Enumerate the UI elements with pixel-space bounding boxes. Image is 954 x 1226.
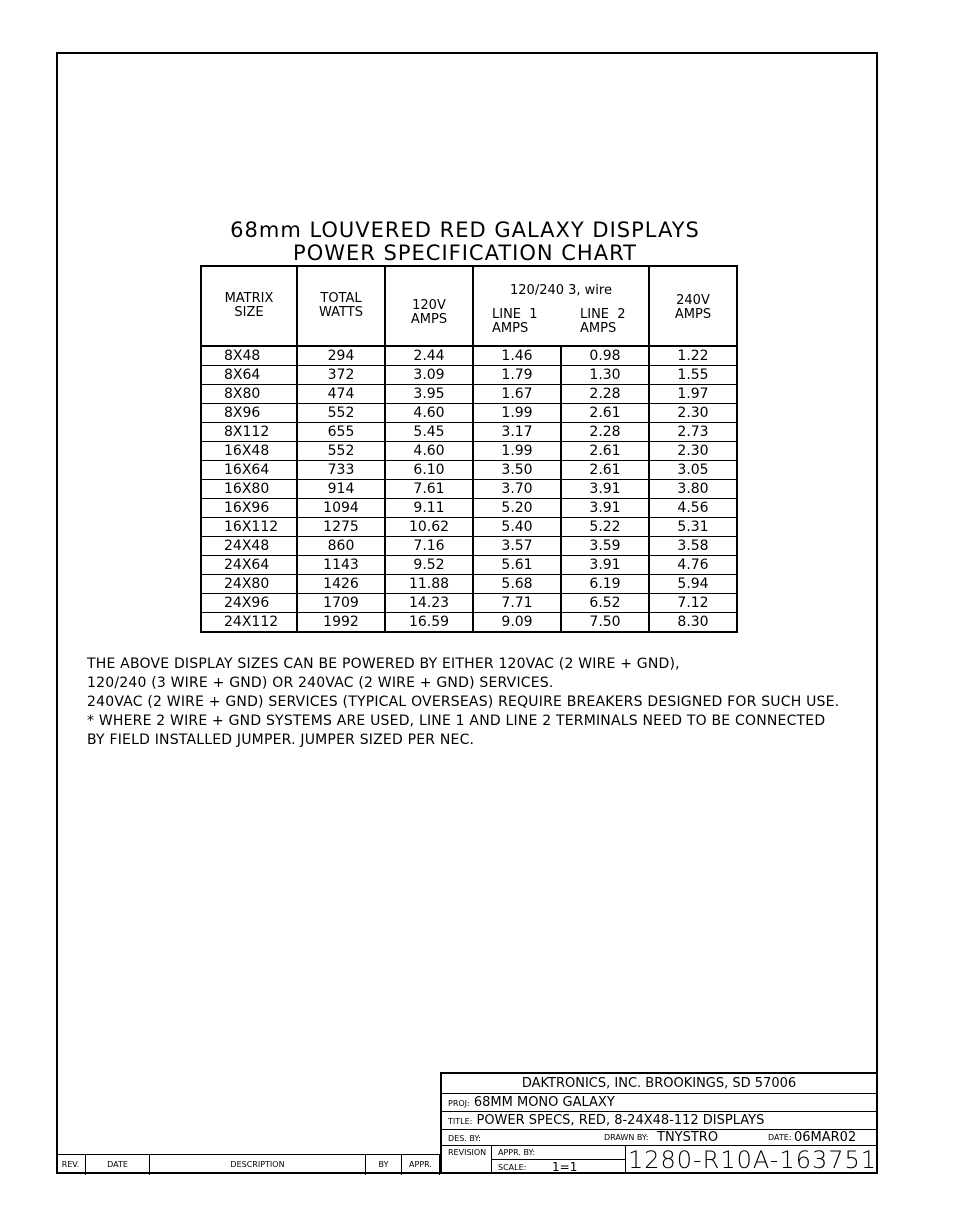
project-row <box>442 1094 876 1112</box>
table-cell: 8X64 <box>201 366 297 385</box>
table-cell: 8X96 <box>201 404 297 423</box>
table-row <box>201 404 737 423</box>
table-cell: 2.61 <box>561 442 649 461</box>
table-cell: 2.30 <box>649 404 737 423</box>
table-row <box>201 594 737 613</box>
table-cell: 16X80 <box>201 480 297 499</box>
header-120-240-3wire: 120/240 3, wire <box>510 283 612 298</box>
table-cell: 11.88 <box>385 575 473 594</box>
table-cell: 16X112 <box>201 518 297 537</box>
header-line1-amps: LINE 1 AMPS <box>492 307 538 336</box>
table-cell: 2.73 <box>649 423 737 442</box>
table-cell: 474 <box>297 385 385 404</box>
table-row <box>201 366 737 385</box>
note-line: * WHERE 2 WIRE + GND SYSTEMS ARE USED, LINE 1 AND LINE 2 TERMINALS NEED TO BE CONNECTED <box>87 713 826 729</box>
table-cell: 8X80 <box>201 385 297 404</box>
table-cell: 5.31 <box>649 518 737 537</box>
table-cell: 16.59 <box>385 613 473 633</box>
scale-row <box>492 1159 625 1173</box>
rev-column-header: REV. <box>56 1155 86 1175</box>
header-total-watts: TOTAL WATTS <box>297 266 385 346</box>
table-cell: 1.99 <box>473 442 561 461</box>
table-cell: 24X64 <box>201 556 297 575</box>
table-cell: 5.40 <box>473 518 561 537</box>
table-cell: 2.44 <box>385 346 473 366</box>
table-cell: 1.22 <box>649 346 737 366</box>
table-cell: 7.16 <box>385 537 473 556</box>
table-row <box>201 385 737 404</box>
table-cell: 6.19 <box>561 575 649 594</box>
table-cell: 9.09 <box>473 613 561 633</box>
table-cell: 3.17 <box>473 423 561 442</box>
table-cell: 10.62 <box>385 518 473 537</box>
table-row <box>201 499 737 518</box>
designer-row <box>442 1130 876 1146</box>
table-cell: 3.91 <box>561 480 649 499</box>
table-cell: 4.76 <box>649 556 737 575</box>
table-cell: 4.56 <box>649 499 737 518</box>
table-cell: 24X112 <box>201 613 297 633</box>
table-cell: 3.50 <box>473 461 561 480</box>
table-cell: 8X112 <box>201 423 297 442</box>
table-cell: 4.60 <box>385 404 473 423</box>
table-cell: 7.61 <box>385 480 473 499</box>
table-cell: 5.68 <box>473 575 561 594</box>
drawing-date: 06MAR02 <box>794 1130 857 1145</box>
appr-label: APPR. BY: <box>498 1148 536 1157</box>
table-row <box>201 346 737 366</box>
drawing-number: 1280-R10A-163751 <box>625 1146 879 1172</box>
note-line: 120/240 (3 WIRE + GND) OR 240VAC (2 WIRE + GND) SERVICES. <box>87 675 554 691</box>
table-cell: 16X48 <box>201 442 297 461</box>
table-cell: 3.58 <box>649 537 737 556</box>
power-spec-table <box>200 265 738 633</box>
table-cell: 1992 <box>297 613 385 633</box>
table-cell: 3.91 <box>561 499 649 518</box>
note-line: BY FIELD INSTALLED JUMPER. JUMPER SIZED PER NEC. <box>87 732 475 748</box>
table-cell: 860 <box>297 537 385 556</box>
company-line: DAKTRONICS, INC. BROOKINGS, SD 57006 <box>442 1074 876 1094</box>
table-cell: 14.23 <box>385 594 473 613</box>
scale-value: 1=1 <box>552 1160 578 1174</box>
table-cell: 3.80 <box>649 480 737 499</box>
table-row <box>201 442 737 461</box>
header-120-240-group <box>473 266 649 346</box>
header-240v-amps: 240V AMPS <box>649 266 737 346</box>
table-cell: 5.61 <box>473 556 561 575</box>
table-cell: 8.30 <box>649 613 737 633</box>
table-cell: 1275 <box>297 518 385 537</box>
table-cell: 6.10 <box>385 461 473 480</box>
des-label: DES. BY: <box>448 1134 481 1143</box>
scale-label: SCALE: <box>498 1163 527 1172</box>
table-cell: 1.67 <box>473 385 561 404</box>
date-label: DATE: <box>768 1133 792 1142</box>
table-cell: 1.79 <box>473 366 561 385</box>
date-column-header: DATE <box>86 1155 150 1175</box>
table-row <box>201 423 737 442</box>
table-cell: 1.97 <box>649 385 737 404</box>
table-cell: 1.99 <box>473 404 561 423</box>
table-cell: 294 <box>297 346 385 366</box>
table-cell: 7.71 <box>473 594 561 613</box>
header-120v-amps: 120V AMPS <box>385 266 473 346</box>
table-cell: 1709 <box>297 594 385 613</box>
table-cell: 3.09 <box>385 366 473 385</box>
table-cell: 0.98 <box>561 346 649 366</box>
table-cell: 2.28 <box>561 423 649 442</box>
table-cell: 372 <box>297 366 385 385</box>
table-cell: 3.59 <box>561 537 649 556</box>
notes-block <box>87 655 839 750</box>
table-cell: 16X64 <box>201 461 297 480</box>
table-cell: 24X80 <box>201 575 297 594</box>
table-cell: 16X96 <box>201 499 297 518</box>
table-cell: 1426 <box>297 575 385 594</box>
table-cell: 552 <box>297 442 385 461</box>
table-cell: 5.22 <box>561 518 649 537</box>
appr-column-header: APPR. <box>402 1155 440 1175</box>
title-row <box>442 1112 876 1130</box>
table-cell: 655 <box>297 423 385 442</box>
drawn-by: TNYSTRO <box>657 1130 719 1145</box>
drawing-title: POWER SPECS, RED, 8-24X48-112 DISPLAYS <box>476 1113 765 1128</box>
table-cell: 1.46 <box>473 346 561 366</box>
table-cell: 1143 <box>297 556 385 575</box>
table-cell: 2.30 <box>649 442 737 461</box>
chart-title-line1: 68mm LOUVERED RED GALAXY DISPLAYS <box>230 218 700 242</box>
table-cell: 3.70 <box>473 480 561 499</box>
table-row <box>201 461 737 480</box>
table-cell: 733 <box>297 461 385 480</box>
approval-box <box>492 1146 625 1172</box>
table-row <box>201 556 737 575</box>
table-cell: 2.28 <box>561 385 649 404</box>
table-cell: 1.30 <box>561 366 649 385</box>
table-cell: 9.52 <box>385 556 473 575</box>
chart-title-line2: POWER SPECIFICATION CHART <box>293 241 637 265</box>
table-cell: 3.57 <box>473 537 561 556</box>
table-cell: 24X48 <box>201 537 297 556</box>
table-cell: 5.45 <box>385 423 473 442</box>
table-row <box>201 575 737 594</box>
table-row <box>201 518 737 537</box>
table-cell: 1.55 <box>649 366 737 385</box>
table-cell: 3.91 <box>561 556 649 575</box>
description-column-header: DESCRIPTION <box>150 1155 366 1175</box>
table-cell: 2.61 <box>561 404 649 423</box>
table-cell: 8X48 <box>201 346 297 366</box>
note-line: 240VAC (2 WIRE + GND) SERVICES (TYPICAL OVERSEAS) REQUIRE BREAKERS DESIGNED FOR SUCH USE. <box>87 694 840 710</box>
table-cell: 3.05 <box>649 461 737 480</box>
table-cell: 914 <box>297 480 385 499</box>
table-cell: 7.12 <box>649 594 737 613</box>
header-line2-amps: LINE 2 AMPS <box>580 307 626 336</box>
title-block <box>440 1072 878 1174</box>
header-matrix-size: MATRIX SIZE <box>201 266 297 346</box>
table-cell: 6.52 <box>561 594 649 613</box>
project-name: 68MM MONO GALAXY <box>473 1095 615 1110</box>
drawn-label: DRAWN BY: <box>604 1133 649 1142</box>
table-cell: 4.60 <box>385 442 473 461</box>
table-cell: 2.61 <box>561 461 649 480</box>
table-cell: 9.11 <box>385 499 473 518</box>
table-row <box>201 537 737 556</box>
table-cell: 5.94 <box>649 575 737 594</box>
table-cell: 3.95 <box>385 385 473 404</box>
table-cell: 1094 <box>297 499 385 518</box>
table-cell: 7.50 <box>561 613 649 633</box>
table-cell: 24X96 <box>201 594 297 613</box>
table-row <box>201 613 737 633</box>
by-column-header: BY <box>366 1155 402 1175</box>
table-cell: 552 <box>297 404 385 423</box>
revision-table <box>56 1154 440 1175</box>
title-label: TITLE: <box>448 1117 473 1126</box>
note-line: THE ABOVE DISPLAY SIZES CAN BE POWERED BY EITHER 120VAC (2 WIRE + GND), <box>87 656 680 672</box>
table-row <box>201 480 737 499</box>
table-cell: 5.20 <box>473 499 561 518</box>
revision-box: REVISION <box>442 1146 492 1172</box>
proj-label: PROJ: <box>448 1099 470 1108</box>
